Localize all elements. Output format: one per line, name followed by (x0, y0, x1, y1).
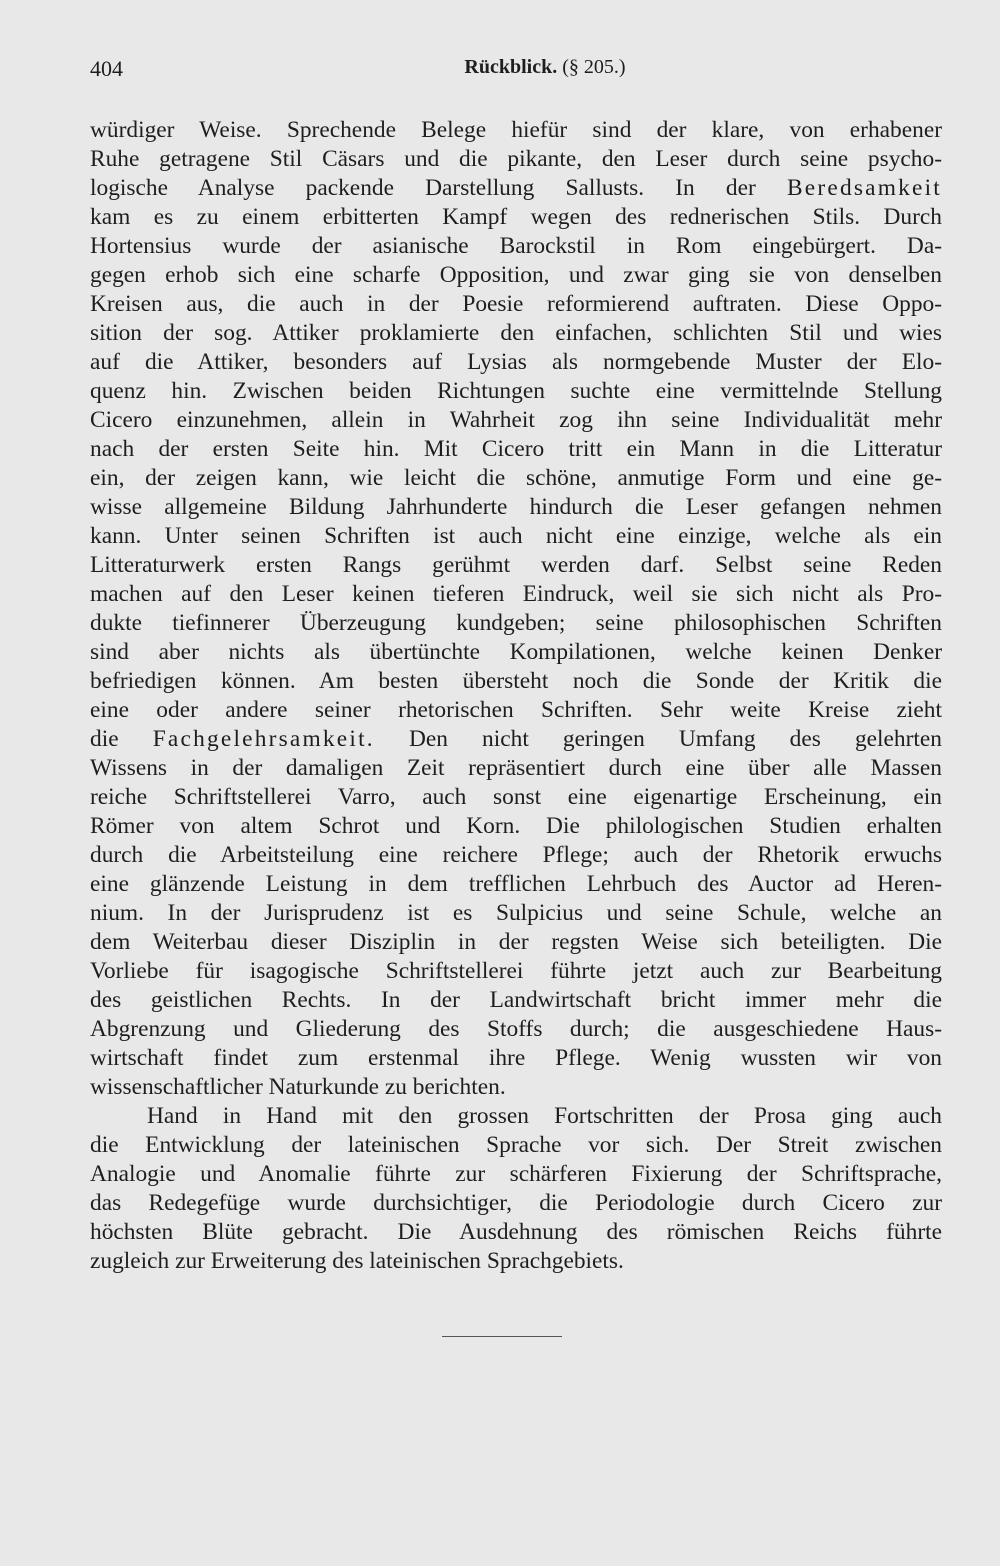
text-fragment: Den nicht geringen Umfang des gelehrten (408, 726, 942, 752)
text-line: Hand in Hand mit den grossen Fortschritten der Prosa ging auch (147, 1103, 942, 1129)
text-line: Kreisen aus, die auch in der Poesie reformierend auftraten. Diese Oppo- (90, 291, 942, 317)
text-line: eine oder andere seiner rhetorischen Schriften. Sehr weite Kreise zieht (90, 697, 942, 723)
text-line: Analogie und Anomalie führte zur schärferen Fixierung der Schriftsprache, (90, 1161, 942, 1187)
text-line: dem Weiterbau dieser Disziplin in der regsten Weise sich beteiligten. Die (90, 929, 942, 955)
text-line: würdiger Weise. Sprechende Belege hiefür sind der klare, von erhabener (90, 117, 942, 143)
emphasis-fachgelehrsamkeit: Fachgelehrsamkeit. (152, 726, 375, 752)
text-line: sind aber nichts als übertünchte Kompilationen, welche keinen Denker (90, 639, 942, 665)
section-end-rule (442, 1336, 562, 1337)
text-line: kam es zu einem erbitterten Kampf wegen des rednerischen Stils. Durch (90, 204, 942, 230)
text-line: Abgrenzung und Gliederung des Stoffs durch; die ausgeschiedene Haus- (90, 1016, 942, 1042)
text-line: des geistlichen Rechts. In der Landwirtschaft bricht immer mehr die (90, 987, 942, 1013)
text-line: nium. In der Jurisprudenz ist es Sulpicius und seine Schule, welche an (90, 900, 942, 926)
section-ref: (§ 205.) (562, 56, 626, 78)
text-line: Vorliebe für isagogische Schriftstellerei führte jetzt auch zur Bearbeitung (90, 958, 942, 984)
text-line: nach der ersten Seite hin. Mit Cicero tritt ein Mann in die Litteratur (90, 436, 942, 462)
emphasis-beredsamkeit: Beredsamkeit (786, 175, 942, 201)
text-line: eine glänzende Leistung in dem trefflichen Lehrbuch des Auctor ad Heren- (90, 871, 942, 897)
text-line: wisse allgemeine Bildung Jahrhunderte hindurch die Leser gefangen nehmen (90, 494, 942, 520)
text-line: befriedigen können. Am besten übersteht noch die Sonde der Kritik die (90, 668, 942, 694)
text-line (90, 725, 942, 753)
text-line: wissenschaftlicher Naturkunde zu berichten. (90, 1074, 506, 1100)
text-line: Römer von altem Schrot und Korn. Die philologischen Studien erhalten (90, 813, 942, 839)
running-title: Rückblick. (464, 56, 558, 78)
text-line: dukte tiefinnerer Überzeugung kundgeben; seine philosophischen Schriften (90, 610, 942, 636)
text-line: durch die Arbeitsteilung eine reichere Pflege; auch der Rhetorik erwuchs (90, 842, 942, 868)
text-line: gegen erhob sich eine scharfe Opposition, und zwar ging sie von denselben (90, 262, 942, 288)
page-number: 404 (90, 56, 123, 81)
text-line (90, 174, 942, 202)
text-line: quenz hin. Zwischen beiden Richtungen suchte eine vermittelnde Stellung (90, 378, 942, 404)
text-line: wirtschaft findet zum erstenmal ihre Pflege. Wenig wussten wir von (90, 1045, 942, 1071)
text-line: das Redegefüge wurde durchsichtiger, die Periodologie durch Cicero zur (90, 1190, 942, 1216)
text-fragment: die (90, 726, 119, 752)
text-line: höchsten Blüte gebracht. Die Ausdehnung des römischen Reichs führte (90, 1219, 942, 1245)
page-header (90, 56, 940, 88)
text-line: Wissens in der damaligen Zeit repräsentiert durch eine über alle Massen (90, 755, 942, 781)
text-fragment: logische Analyse packende Darstellung Sallusts. In der (90, 175, 756, 201)
text-line: Cicero einzunehmen, allein in Wahrheit zog ihn seine Individualität mehr (90, 407, 942, 433)
text-line: die Entwicklung der lateinischen Sprache vor sich. Der Streit zwischen (90, 1132, 942, 1158)
text-line: reiche Schriftstellerei Varro, auch sonst eine eigenartige Erscheinung, ein (90, 784, 942, 810)
text-line: kann. Unter seinen Schriften ist auch nicht eine einzige, welche als ein (90, 523, 942, 549)
text-line: Ruhe getragene Stil Cäsars und die pikante, den Leser durch seine psycho- (90, 146, 942, 172)
text-line: sition der sog. Attiker proklamierte den einfachen, schlichten Stil und wies (90, 320, 942, 346)
running-head (90, 56, 940, 79)
text-line: Litteraturwerk ersten Rangs gerühmt werden darf. Selbst seine Reden (90, 552, 942, 578)
text-line: Hortensius wurde der asianische Barockstil in Rom eingebürgert. Da- (90, 233, 942, 259)
text-line: auf die Attiker, besonders auf Lysias als normgebende Muster der Elo- (90, 349, 942, 375)
text-line: machen auf den Leser keinen tieferen Eindruck, weil sie sich nicht als Pro- (90, 581, 942, 607)
text-line: zugleich zur Erweiterung des lateinischen Sprachgebiets. (90, 1248, 624, 1274)
text-line: ein, der zeigen kann, wie leicht die schöne, anmutige Form und eine ge- (90, 465, 942, 491)
